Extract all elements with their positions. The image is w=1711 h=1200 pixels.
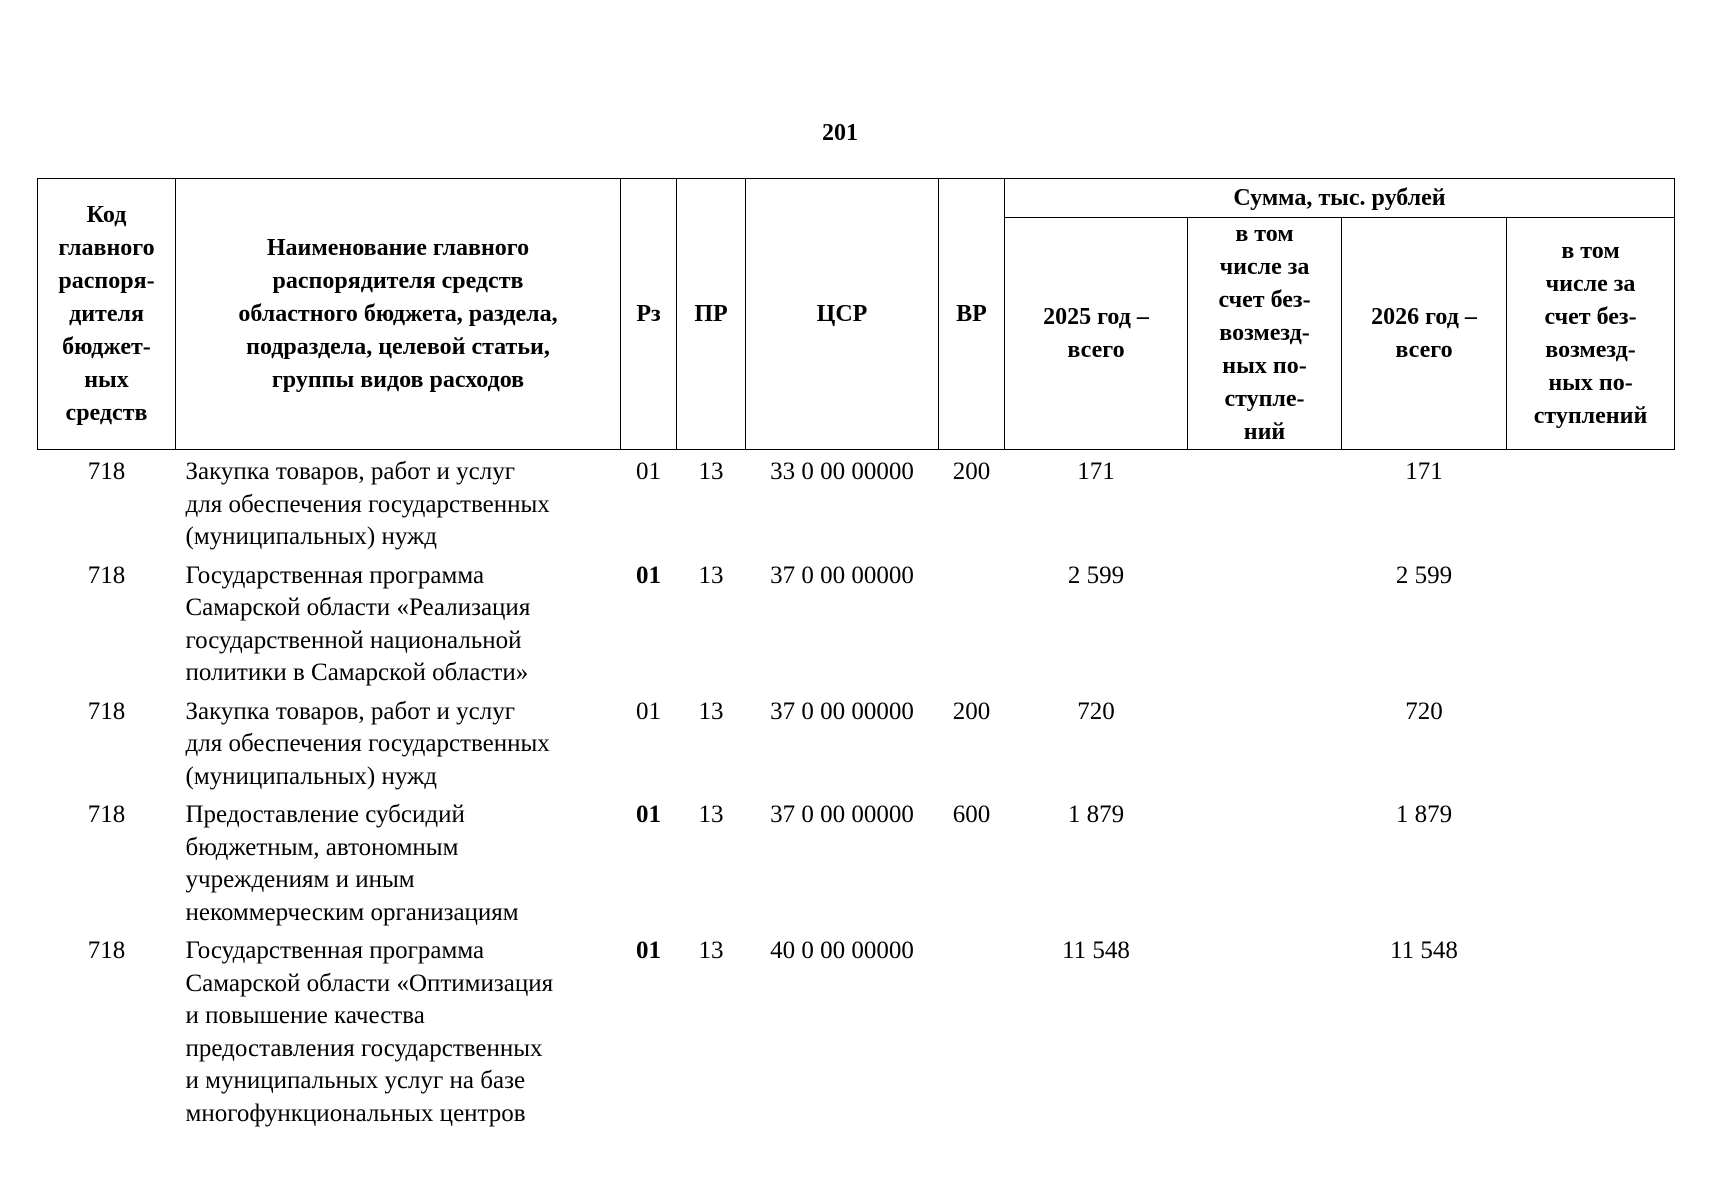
cell-code: 718	[87, 801, 126, 828]
cell-total-2025: 720	[1077, 697, 1115, 725]
cell-name: Государственная программа Самарской области «Оптимизация и повышение качества предоставления государственных и муниципальных услуг на базе многофункциональных центров	[185, 937, 554, 1127]
table-header	[38, 179, 1675, 450]
cell-name: Закупка товаров, работ и услуг для обеспечения государственных (муниципальных) нужд	[185, 697, 550, 790]
cell-rz: 01	[636, 458, 661, 485]
cell-csr: 37 0 00 00000	[770, 801, 914, 828]
table-row	[38, 450, 1675, 554]
cell-name: Предоставление субсидий бюджетным, автономным учреждениям и иным некоммерческим организациям	[185, 801, 519, 926]
header-grants-2025: в том числе за счет без- возмезд- ных по- ступле- ний	[1188, 218, 1342, 450]
cell-csr: 40 0 00 00000	[770, 937, 914, 964]
cell-total-2025: 2 599	[1067, 561, 1125, 589]
cell-total-2026: 720	[1405, 697, 1443, 725]
cell-rz: 01	[636, 561, 661, 589]
cell-total-2026: 1 879	[1395, 801, 1453, 828]
table-row	[38, 554, 1675, 690]
cell-total-2026: 11 548	[1390, 937, 1458, 964]
cell-grants-2025	[1188, 793, 1342, 929]
header-total-2026: 2026 год – всего	[1342, 218, 1507, 450]
table-body	[38, 450, 1675, 1131]
cell-csr: 37 0 00 00000	[770, 697, 914, 725]
cell-vr: 600	[952, 801, 991, 828]
cell-code: 718	[87, 937, 126, 964]
cell-rz: 01	[636, 697, 661, 725]
table-row	[38, 690, 1675, 794]
table-row	[38, 929, 1675, 1130]
cell-grants-2026	[1507, 929, 1675, 1130]
table-row	[38, 793, 1675, 929]
cell-rz: 01	[636, 801, 661, 828]
cell-csr: 37 0 00 00000	[770, 561, 914, 589]
budget-table	[37, 178, 1675, 1130]
cell-grants-2026	[1507, 793, 1675, 929]
cell-vr: 200	[952, 458, 991, 485]
cell-pr: 13	[698, 937, 724, 964]
cell-grants-2025	[1188, 554, 1342, 690]
cell-name: Закупка товаров, работ и услуг для обеспечения государственных (муниципальных) нужд	[185, 458, 550, 550]
header-sum: Сумма, тыс. рублей	[1005, 179, 1675, 218]
cell-grants-2025	[1188, 690, 1342, 794]
cell-total-2026: 171	[1405, 458, 1443, 485]
cell-pr: 13	[698, 801, 724, 828]
cell-code: 718	[87, 697, 126, 725]
cell-grants-2026	[1507, 690, 1675, 794]
cell-grants-2026	[1507, 554, 1675, 690]
cell-name: Государственная программа Самарской области «Реализация государственной национальной политики в Самарской области»	[185, 561, 531, 686]
header-grants-2026: в том числе за счет без- возмезд- ных по- ступлений	[1507, 218, 1675, 450]
cell-grants-2025	[1188, 929, 1342, 1130]
header-vr: ВР	[939, 179, 1005, 450]
header-name: Наименование главного распорядителя средств областного бюджета, раздела, подраздела, целевой статьи, группы видов расходов	[176, 179, 621, 450]
cell-total-2025: 11 548	[1062, 937, 1130, 964]
cell-csr: 33 0 00 00000	[770, 458, 914, 485]
header-pr: ПР	[677, 179, 746, 450]
cell-total-2026: 2 599	[1395, 561, 1453, 589]
cell-vr	[939, 929, 1005, 1130]
cell-vr: 200	[952, 697, 991, 725]
cell-pr: 13	[698, 458, 724, 485]
cell-code: 718	[87, 561, 126, 589]
cell-grants-2025	[1188, 450, 1342, 554]
header-rz: Рз	[621, 179, 677, 450]
header-code: Код главного распоря- дителя бюджет- ных средств	[38, 179, 176, 450]
cell-total-2025: 1 879	[1067, 801, 1125, 828]
cell-grants-2026	[1507, 450, 1675, 554]
cell-total-2025: 171	[1077, 458, 1115, 485]
cell-pr: 13	[698, 697, 724, 725]
header-row-top	[38, 179, 1675, 218]
cell-rz: 01	[636, 937, 661, 964]
cell-vr	[939, 554, 1005, 690]
cell-pr: 13	[698, 561, 724, 589]
cell-code: 718	[87, 458, 126, 485]
header-total-2025: 2025 год – всего	[1005, 218, 1188, 450]
page-number: 201	[822, 120, 858, 146]
header-csr: ЦСР	[746, 179, 939, 450]
